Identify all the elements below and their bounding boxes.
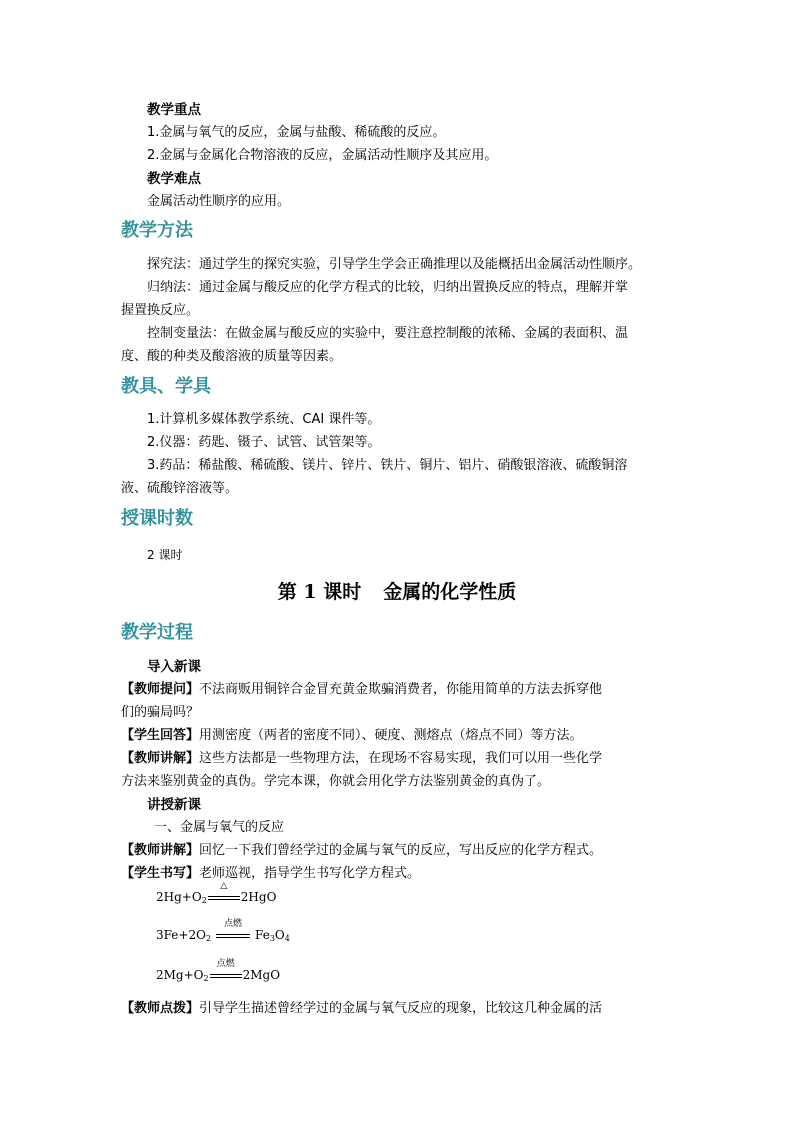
teacher-question-tag: 【教师提问】 xyxy=(121,682,200,697)
method-induction-line1: 归纳法：通过金属与酸反应的化学方程式的比较，归纳出置换反应的特点，理解并掌 xyxy=(147,280,629,295)
teacher-question-line1 xyxy=(121,682,602,698)
key-point-1: 1.金属与氧气的反应，金属与盐酸、稀硫酸的反应。 xyxy=(147,125,446,140)
teacher-explain-line1 xyxy=(121,751,602,767)
teacher-explain-2 xyxy=(121,843,602,859)
student-write xyxy=(121,866,420,882)
condition-ignite xyxy=(216,919,250,942)
teacher-hint-tag: 【教师点拨】 xyxy=(121,1001,200,1016)
teacher-hint-text: 引导学生描述曾经学过的金属与氧气反应的现象，比较这几种金属的活 xyxy=(199,1001,603,1016)
hours-text: 2 课时 xyxy=(147,548,183,562)
teacher-explain-line2: 方法来鉴别黄金的真伪。学完本课，你就会用化学方法鉴别黄金的真伪了。 xyxy=(121,774,551,789)
tool-item-2: 2.仪器：药匙、镊子、试管、试管架等。 xyxy=(147,435,381,450)
methods-title: 教学方法 xyxy=(121,220,193,241)
hours-title: 授课时数 xyxy=(121,508,193,529)
teacher-explain-text: 这些方法都是一些物理方法，在现场不容易实现，我们可以用一些化学 xyxy=(199,751,603,766)
tools-title: 教具、学具 xyxy=(121,376,211,397)
equation-1: $2Hg+O_2$ △ 2HgO xyxy=(156,881,277,905)
method-inquiry: 探究法：通过学生的探究实验，引导学生学会正确推理以及能概括出金属活动性顺序。 xyxy=(147,257,642,272)
tool-item-1: 1.计算机多媒体教学系统、CAI 课件等。 xyxy=(147,412,381,427)
teacher-hint xyxy=(121,1001,602,1017)
teacher-explain-2-tag: 【教师讲解】 xyxy=(121,843,200,858)
teacher-explain-tag: 【教师讲解】 xyxy=(121,751,200,766)
method-variable-line1: 控制变量法：在做金属与酸反应的实验中，要注意控制酸的浓稀、金属的表面积、温 xyxy=(147,326,629,341)
condition-heat xyxy=(208,881,240,904)
student-answer xyxy=(121,728,583,744)
method-induction-line2: 握置换反应。 xyxy=(121,303,200,318)
ignite-label: 点燃 xyxy=(216,959,235,969)
condition-ignite xyxy=(210,959,242,982)
student-write-tag: 【学生书写】 xyxy=(121,866,200,881)
tool-item-3-line1: 3.药品：稀盐酸、稀硫酸、镁片、锌片、铁片、铜片、铝片、硝酸银溶液、硫酸铜溶 xyxy=(147,458,628,473)
heat-symbol: △ xyxy=(220,881,228,891)
difficulty-heading: 教学难点 xyxy=(147,171,201,187)
intro-heading: 导入新课 xyxy=(147,659,201,675)
key-points-heading: 教学重点 xyxy=(147,102,201,118)
difficulty-text: 金属活动性顺序的应用。 xyxy=(147,194,291,209)
lesson-title: 金属的化学性质 xyxy=(383,581,517,603)
equation-2: $3Fe+2O_2$ 点燃 $Fe_3O_4$ xyxy=(156,919,290,943)
teacher-question-text: 不法商贩用铜锌合金冒充黄金欺骗消费者，你能用简单的方法去拆穿他 xyxy=(199,682,603,697)
teacher-question-line2: 们的骗局吗？ xyxy=(121,705,200,720)
process-title: 教学过程 xyxy=(121,622,193,643)
student-write-text: 老师巡视，指导学生书写化学方程式。 xyxy=(199,866,421,881)
equation-3: $2Mg+O_2$ 点燃 2MgO xyxy=(156,959,281,983)
student-answer-text: 用测密度（两者的密度不同）、硬度、测熔点（熔点不同）等方法。 xyxy=(199,728,583,743)
key-point-2: 2.金属与金属化合物溶液的反应，金属活动性顺序及其应用。 xyxy=(147,148,498,163)
ignite-label: 点燃 xyxy=(224,919,243,929)
lesson-number: 第 1 课时 xyxy=(277,581,362,603)
section-1-heading: 一、金属与氧气的反应 xyxy=(154,820,285,835)
lesson-heading xyxy=(0,580,794,604)
teacher-explain-2-text: 回忆一下我们曾经学过的金属与氧气的反应，写出反应的化学方程式。 xyxy=(199,843,603,858)
method-variable-line2: 度、酸的种类及酸溶液的质量等因素。 xyxy=(121,349,343,364)
student-answer-tag: 【学生回答】 xyxy=(121,728,200,743)
new-lesson-heading: 讲授新课 xyxy=(147,797,201,813)
tool-item-3-line2: 液、硫酸锌溶液等。 xyxy=(121,481,239,496)
